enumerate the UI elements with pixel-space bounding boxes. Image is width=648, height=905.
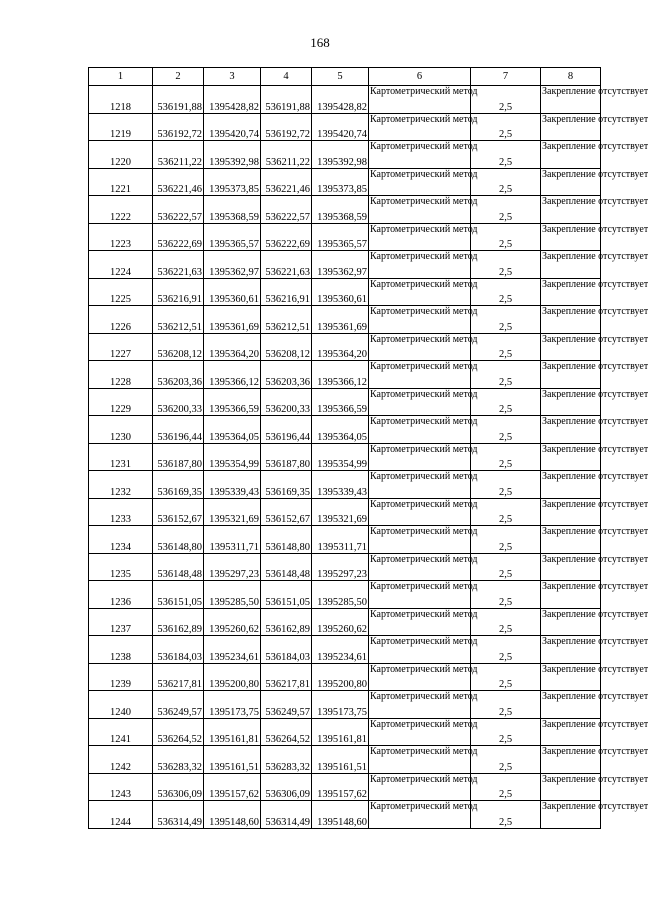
accuracy-cell: 2,5 (471, 388, 541, 416)
accuracy-cell: 2,5 (471, 113, 541, 141)
y-existing-cell: 1395339,43 (204, 471, 261, 499)
fixing-description-cell: Закрепление отсутствует (541, 746, 601, 774)
x-existing-cell: 536264,52 (153, 718, 204, 746)
fixing-description-cell: Закрепление отсутствует (541, 498, 601, 526)
y-existing-cell: 1395161,81 (204, 718, 261, 746)
y-new-cell: 1395360,61 (312, 278, 369, 306)
y-new-cell: 1395428,82 (312, 86, 369, 114)
method-cell: Картометрический метод (369, 196, 471, 224)
fixing-description-cell: Закрепление отсутствует (541, 86, 601, 114)
y-new-cell: 1395157,62 (312, 773, 369, 801)
y-existing-cell: 1395362,97 (204, 251, 261, 279)
table-row (89, 801, 601, 829)
accuracy-cell: 2,5 (471, 223, 541, 251)
y-existing-cell: 1395148,60 (204, 801, 261, 829)
x-existing-cell: 536200,33 (153, 388, 204, 416)
fixing-description-cell: Закрепление отсутствует (541, 388, 601, 416)
table-row (89, 223, 601, 251)
table-row (89, 443, 601, 471)
method-cell: Картометрический метод (369, 141, 471, 169)
table-row (89, 86, 601, 114)
y-new-cell: 1395200,80 (312, 663, 369, 691)
method-cell: Картометрический метод (369, 773, 471, 801)
table-row (89, 388, 601, 416)
header-row (89, 68, 601, 86)
y-new-cell: 1395364,20 (312, 333, 369, 361)
x-existing-cell: 536187,80 (153, 443, 204, 471)
accuracy-cell: 2,5 (471, 581, 541, 609)
table-row (89, 113, 601, 141)
x-existing-cell: 536152,67 (153, 498, 204, 526)
point-number-cell: 1237 (89, 608, 153, 636)
point-number-cell: 1230 (89, 416, 153, 444)
y-new-cell: 1395339,43 (312, 471, 369, 499)
fixing-description-cell: Закрепление отсутствует (541, 471, 601, 499)
y-existing-cell: 1395173,75 (204, 691, 261, 719)
y-new-cell: 1395392,98 (312, 141, 369, 169)
x-new-cell: 536222,57 (261, 196, 312, 224)
fixing-description-cell: Закрепление отсутствует (541, 361, 601, 389)
method-cell: Картометрический метод (369, 608, 471, 636)
table-row (89, 691, 601, 719)
x-existing-cell: 536222,57 (153, 196, 204, 224)
method-cell: Картометрический метод (369, 443, 471, 471)
method-cell: Картометрический метод (369, 113, 471, 141)
y-new-cell: 1395311,71 (312, 526, 369, 554)
table-row (89, 333, 601, 361)
point-number-cell: 1239 (89, 663, 153, 691)
y-existing-cell: 1395234,61 (204, 636, 261, 664)
point-number-cell: 1224 (89, 251, 153, 279)
x-existing-cell: 536191,88 (153, 86, 204, 114)
point-number-cell: 1234 (89, 526, 153, 554)
y-existing-cell: 1395200,80 (204, 663, 261, 691)
y-existing-cell: 1395260,62 (204, 608, 261, 636)
x-existing-cell: 536148,80 (153, 526, 204, 554)
y-new-cell: 1395354,99 (312, 443, 369, 471)
method-cell: Картометрический метод (369, 498, 471, 526)
y-new-cell: 1395364,05 (312, 416, 369, 444)
point-number-cell: 1236 (89, 581, 153, 609)
point-number-cell: 1218 (89, 86, 153, 114)
table-row (89, 416, 601, 444)
point-number-cell: 1229 (89, 388, 153, 416)
y-existing-cell: 1395366,59 (204, 388, 261, 416)
y-existing-cell: 1395360,61 (204, 278, 261, 306)
y-new-cell: 1395365,57 (312, 223, 369, 251)
x-new-cell: 536148,80 (261, 526, 312, 554)
column-header: 5 (312, 68, 369, 86)
method-cell: Картометрический метод (369, 691, 471, 719)
y-new-cell: 1395373,85 (312, 168, 369, 196)
point-number-cell: 1228 (89, 361, 153, 389)
x-existing-cell: 536203,36 (153, 361, 204, 389)
fixing-description-cell: Закрепление отсутствует (541, 718, 601, 746)
x-new-cell: 536249,57 (261, 691, 312, 719)
y-existing-cell: 1395285,50 (204, 581, 261, 609)
y-existing-cell: 1395373,85 (204, 168, 261, 196)
method-cell: Картометрический метод (369, 86, 471, 114)
accuracy-cell: 2,5 (471, 498, 541, 526)
x-new-cell: 536200,33 (261, 388, 312, 416)
y-existing-cell: 1395364,20 (204, 333, 261, 361)
y-existing-cell: 1395392,98 (204, 141, 261, 169)
table-row (89, 141, 601, 169)
y-new-cell: 1395362,97 (312, 251, 369, 279)
accuracy-cell: 2,5 (471, 86, 541, 114)
x-new-cell: 536208,12 (261, 333, 312, 361)
point-number-cell: 1223 (89, 223, 153, 251)
y-new-cell: 1395366,12 (312, 361, 369, 389)
accuracy-cell: 2,5 (471, 141, 541, 169)
x-new-cell: 536314,49 (261, 801, 312, 829)
x-existing-cell: 536217,81 (153, 663, 204, 691)
x-existing-cell: 536283,32 (153, 746, 204, 774)
accuracy-cell: 2,5 (471, 168, 541, 196)
point-number-cell: 1243 (89, 773, 153, 801)
point-number-cell: 1219 (89, 113, 153, 141)
point-number-cell: 1242 (89, 746, 153, 774)
y-new-cell: 1395260,62 (312, 608, 369, 636)
point-number-cell: 1238 (89, 636, 153, 664)
table-row (89, 361, 601, 389)
accuracy-cell: 2,5 (471, 278, 541, 306)
y-new-cell: 1395173,75 (312, 691, 369, 719)
method-cell: Картометрический метод (369, 251, 471, 279)
x-existing-cell: 536184,03 (153, 636, 204, 664)
table-row (89, 636, 601, 664)
fixing-description-cell: Закрепление отсутствует (541, 553, 601, 581)
accuracy-cell: 2,5 (471, 251, 541, 279)
column-header: 6 (369, 68, 471, 86)
method-cell: Картометрический метод (369, 801, 471, 829)
x-new-cell: 536169,35 (261, 471, 312, 499)
accuracy-cell: 2,5 (471, 196, 541, 224)
accuracy-cell: 2,5 (471, 553, 541, 581)
accuracy-cell: 2,5 (471, 801, 541, 829)
x-new-cell: 536264,52 (261, 718, 312, 746)
x-new-cell: 536217,81 (261, 663, 312, 691)
y-existing-cell: 1395368,59 (204, 196, 261, 224)
table-row (89, 196, 601, 224)
y-new-cell: 1395148,60 (312, 801, 369, 829)
accuracy-cell: 2,5 (471, 306, 541, 334)
x-existing-cell: 536196,44 (153, 416, 204, 444)
y-existing-cell: 1395297,23 (204, 553, 261, 581)
y-existing-cell: 1395311,71 (204, 526, 261, 554)
method-cell: Картометрический метод (369, 333, 471, 361)
x-new-cell: 536151,05 (261, 581, 312, 609)
x-new-cell: 536306,09 (261, 773, 312, 801)
fixing-description-cell: Закрепление отсутствует (541, 306, 601, 334)
x-new-cell: 536152,67 (261, 498, 312, 526)
column-header: 8 (541, 68, 601, 86)
x-existing-cell: 536162,89 (153, 608, 204, 636)
x-new-cell: 536211,22 (261, 141, 312, 169)
method-cell: Картометрический метод (369, 718, 471, 746)
table-row (89, 526, 601, 554)
y-existing-cell: 1395420,74 (204, 113, 261, 141)
column-header: 1 (89, 68, 153, 86)
x-new-cell: 536221,63 (261, 251, 312, 279)
point-number-cell: 1240 (89, 691, 153, 719)
point-number-cell: 1221 (89, 168, 153, 196)
point-number-cell: 1225 (89, 278, 153, 306)
x-new-cell: 536184,03 (261, 636, 312, 664)
method-cell: Картометрический метод (369, 636, 471, 664)
accuracy-cell: 2,5 (471, 746, 541, 774)
accuracy-cell: 2,5 (471, 443, 541, 471)
y-new-cell: 1395366,59 (312, 388, 369, 416)
table-row (89, 553, 601, 581)
x-new-cell: 536216,91 (261, 278, 312, 306)
x-existing-cell: 536192,72 (153, 113, 204, 141)
table-row (89, 498, 601, 526)
method-cell: Картометрический метод (369, 278, 471, 306)
x-new-cell: 536283,32 (261, 746, 312, 774)
accuracy-cell: 2,5 (471, 471, 541, 499)
point-number-cell: 1244 (89, 801, 153, 829)
y-existing-cell: 1395361,69 (204, 306, 261, 334)
x-existing-cell: 536216,91 (153, 278, 204, 306)
y-new-cell: 1395297,23 (312, 553, 369, 581)
y-new-cell: 1395420,74 (312, 113, 369, 141)
y-new-cell: 1395161,51 (312, 746, 369, 774)
fixing-description-cell: Закрепление отсутствует (541, 223, 601, 251)
x-existing-cell: 536148,48 (153, 553, 204, 581)
method-cell: Картометрический метод (369, 223, 471, 251)
fixing-description-cell: Закрепление отсутствует (541, 581, 601, 609)
table-row (89, 581, 601, 609)
accuracy-cell: 2,5 (471, 333, 541, 361)
x-new-cell: 536203,36 (261, 361, 312, 389)
accuracy-cell: 2,5 (471, 773, 541, 801)
accuracy-cell: 2,5 (471, 663, 541, 691)
method-cell: Картометрический метод (369, 361, 471, 389)
table-row (89, 278, 601, 306)
x-existing-cell: 536208,12 (153, 333, 204, 361)
fixing-description-cell: Закрепление отсутствует (541, 333, 601, 361)
table-row (89, 168, 601, 196)
table-row (89, 718, 601, 746)
x-existing-cell: 536151,05 (153, 581, 204, 609)
method-cell: Картометрический метод (369, 416, 471, 444)
y-new-cell: 1395285,50 (312, 581, 369, 609)
point-number-cell: 1231 (89, 443, 153, 471)
fixing-description-cell: Закрепление отсутствует (541, 636, 601, 664)
y-new-cell: 1395321,69 (312, 498, 369, 526)
y-existing-cell: 1395161,51 (204, 746, 261, 774)
point-number-cell: 1232 (89, 471, 153, 499)
y-existing-cell: 1395364,05 (204, 416, 261, 444)
point-number-cell: 1227 (89, 333, 153, 361)
accuracy-cell: 2,5 (471, 526, 541, 554)
table-row (89, 746, 601, 774)
x-new-cell: 536221,46 (261, 168, 312, 196)
x-existing-cell: 536249,57 (153, 691, 204, 719)
column-header: 2 (153, 68, 204, 86)
accuracy-cell: 2,5 (471, 608, 541, 636)
method-cell: Картометрический метод (369, 306, 471, 334)
fixing-description-cell: Закрепление отсутствует (541, 251, 601, 279)
y-new-cell: 1395361,69 (312, 306, 369, 334)
column-header: 7 (471, 68, 541, 86)
x-existing-cell: 536211,22 (153, 141, 204, 169)
fixing-description-cell: Закрепление отсутствует (541, 608, 601, 636)
point-number-cell: 1222 (89, 196, 153, 224)
y-existing-cell: 1395428,82 (204, 86, 261, 114)
method-cell: Картометрический метод (369, 746, 471, 774)
x-new-cell: 536222,69 (261, 223, 312, 251)
x-existing-cell: 536221,63 (153, 251, 204, 279)
x-new-cell: 536192,72 (261, 113, 312, 141)
fixing-description-cell: Закрепление отсутствует (541, 691, 601, 719)
accuracy-cell: 2,5 (471, 691, 541, 719)
fixing-description-cell: Закрепление отсутствует (541, 663, 601, 691)
accuracy-cell: 2,5 (471, 416, 541, 444)
fixing-description-cell: Закрепление отсутствует (541, 526, 601, 554)
x-existing-cell: 536314,49 (153, 801, 204, 829)
table-row (89, 306, 601, 334)
fixing-description-cell: Закрепление отсутствует (541, 113, 601, 141)
x-new-cell: 536191,88 (261, 86, 312, 114)
y-existing-cell: 1395157,62 (204, 773, 261, 801)
method-cell: Картометрический метод (369, 663, 471, 691)
coordinates-table (88, 67, 648, 829)
accuracy-cell: 2,5 (471, 361, 541, 389)
fixing-description-cell: Закрепление отсутствует (541, 443, 601, 471)
accuracy-cell: 2,5 (471, 636, 541, 664)
x-new-cell: 536187,80 (261, 443, 312, 471)
method-cell: Картометрический метод (369, 526, 471, 554)
column-header: 4 (261, 68, 312, 86)
fixing-description-cell: Закрепление отсутствует (541, 278, 601, 306)
y-new-cell: 1395368,59 (312, 196, 369, 224)
x-new-cell: 536162,89 (261, 608, 312, 636)
point-number-cell: 1233 (89, 498, 153, 526)
x-existing-cell: 536212,51 (153, 306, 204, 334)
x-existing-cell: 536222,69 (153, 223, 204, 251)
x-existing-cell: 536169,35 (153, 471, 204, 499)
y-existing-cell: 1395321,69 (204, 498, 261, 526)
table-row (89, 773, 601, 801)
method-cell: Картометрический метод (369, 471, 471, 499)
fixing-description-cell: Закрепление отсутствует (541, 773, 601, 801)
y-existing-cell: 1395366,12 (204, 361, 261, 389)
fixing-description-cell: Закрепление отсутствует (541, 416, 601, 444)
fixing-description-cell: Закрепление отсутствует (541, 801, 601, 829)
accuracy-cell: 2,5 (471, 718, 541, 746)
table-row (89, 471, 601, 499)
point-number-cell: 1241 (89, 718, 153, 746)
table-row (89, 608, 601, 636)
x-new-cell: 536196,44 (261, 416, 312, 444)
y-existing-cell: 1395354,99 (204, 443, 261, 471)
method-cell: Картометрический метод (369, 553, 471, 581)
table-row (89, 663, 601, 691)
method-cell: Картометрический метод (369, 388, 471, 416)
point-number-cell: 1220 (89, 141, 153, 169)
point-number-cell: 1226 (89, 306, 153, 334)
fixing-description-cell: Закрепление отсутствует (541, 141, 601, 169)
y-new-cell: 1395234,61 (312, 636, 369, 664)
x-new-cell: 536212,51 (261, 306, 312, 334)
x-existing-cell: 536221,46 (153, 168, 204, 196)
x-new-cell: 536148,48 (261, 553, 312, 581)
y-existing-cell: 1395365,57 (204, 223, 261, 251)
fixing-description-cell: Закрепление отсутствует (541, 168, 601, 196)
page-number: 168 (310, 35, 330, 50)
method-cell: Картометрический метод (369, 168, 471, 196)
table-row (89, 251, 601, 279)
method-cell: Картометрический метод (369, 581, 471, 609)
y-new-cell: 1395161,81 (312, 718, 369, 746)
fixing-description-cell: Закрепление отсутствует (541, 196, 601, 224)
x-existing-cell: 536306,09 (153, 773, 204, 801)
point-number-cell: 1235 (89, 553, 153, 581)
column-header: 3 (204, 68, 261, 86)
